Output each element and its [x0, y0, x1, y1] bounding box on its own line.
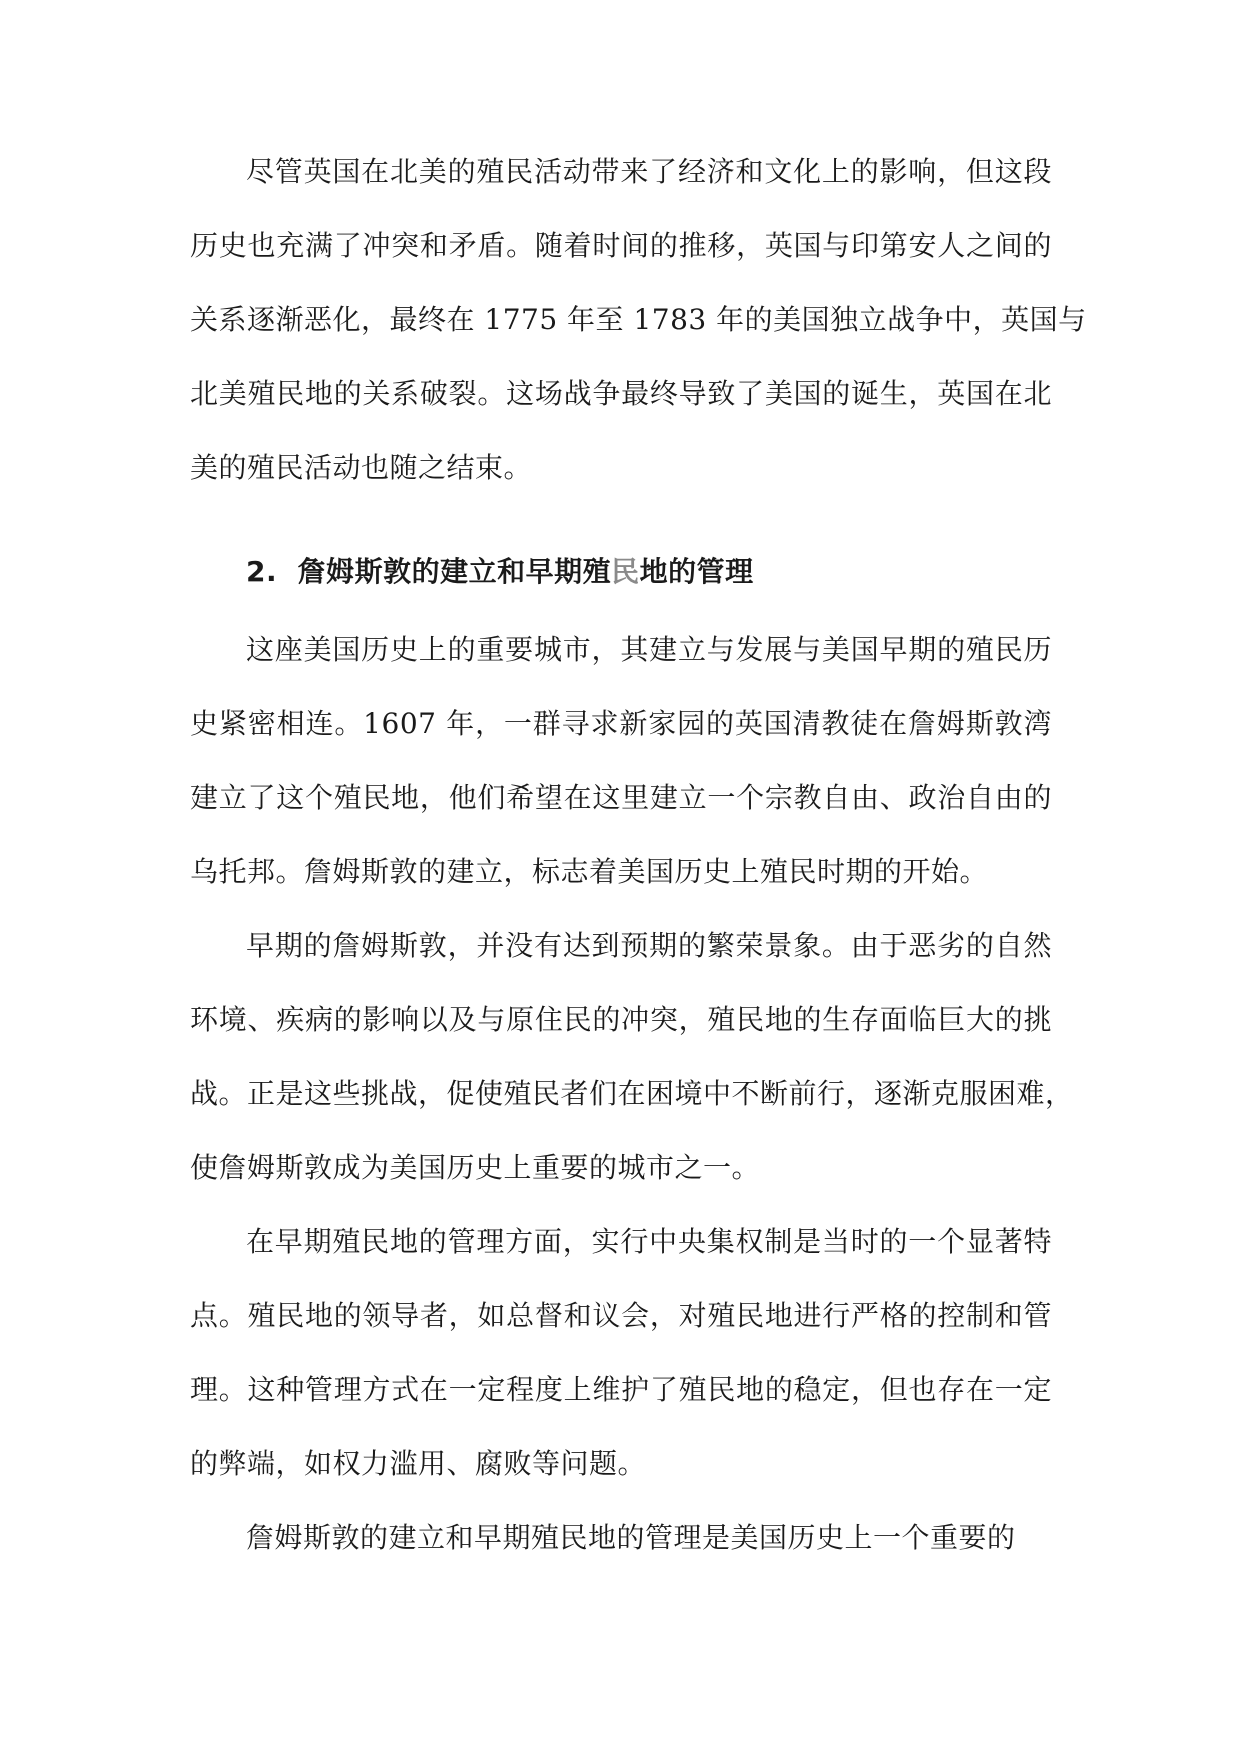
section-heading-number: 2.	[246, 555, 278, 588]
paragraph-3-line-2: 环境、疾病的影响以及与原住民的冲突，殖民地的生存面临巨大的挑	[190, 1003, 1052, 1036]
paragraph-4-line-3: 理。这种管理方式在一定程度上维护了殖民地的稳定，但也存在一定	[190, 1373, 1052, 1406]
paragraph-4-line-4: 的弊端，如权力滥用、腐败等问题。	[190, 1447, 647, 1480]
section-heading-text-part-2: 地的管理	[639, 555, 754, 588]
paragraph-3-line-1: 早期的詹姆斯敦，并没有达到预期的繁荣景象。由于恶劣的自然	[246, 929, 1052, 962]
section-heading-text-part-1: 詹姆斯敦的建立和早期殖	[297, 555, 612, 588]
section-heading	[246, 552, 1052, 592]
paragraph-2-line-2: 史紧密相连。1607 年，一群寻求新家园的英国清教徒在詹姆斯敦湾	[190, 707, 1052, 740]
paragraph-2-line-4: 乌托邦。詹姆斯敦的建立，标志着美国历史上殖民时期的开始。	[190, 855, 989, 888]
paragraph-3-line-3: 战。正是这些挑战，促使殖民者们在困境中不断前行，逐渐克服困难，	[190, 1077, 1074, 1110]
paragraph-1-line-4: 北美殖民地的关系破裂。这场战争最终导致了美国的诞生，英国在北	[190, 377, 1052, 410]
paragraph-1-line-1: 尽管英国在北美的殖民活动带来了经济和文化上的影响，但这段	[246, 155, 1052, 188]
paragraph-5-line-1: 詹姆斯敦的建立和早期殖民地的管理是美国历史上一个重要的	[246, 1521, 1016, 1554]
paragraph-1-line-2: 历史也充满了冲突和矛盾。随着时间的推移，英国与印第安人之间的	[190, 229, 1052, 262]
paragraph-2-line-3: 建立了这个殖民地，他们希望在这里建立一个宗教自由、政治自由的	[190, 781, 1052, 814]
section-heading-text-grey-char: 民	[611, 555, 640, 588]
paragraph-4-line-1: 在早期殖民地的管理方面，实行中央集权制是当时的一个显著特	[246, 1225, 1052, 1258]
paragraph-4-line-2: 点。殖民地的领导者，如总督和议会，对殖民地进行严格的控制和管	[190, 1299, 1052, 1332]
paragraph-2-line-1: 这座美国历史上的重要城市，其建立与发展与美国早期的殖民历	[246, 633, 1052, 666]
paragraph-1-line-3: 关系逐渐恶化，最终在 1775 年至 1783 年的美国独立战争中，英国与	[190, 303, 1087, 336]
paragraph-1-line-5: 美的殖民活动也随之结束。	[190, 451, 533, 484]
paragraph-3-line-4: 使詹姆斯敦成为美国历史上重要的城市之一。	[190, 1151, 761, 1184]
